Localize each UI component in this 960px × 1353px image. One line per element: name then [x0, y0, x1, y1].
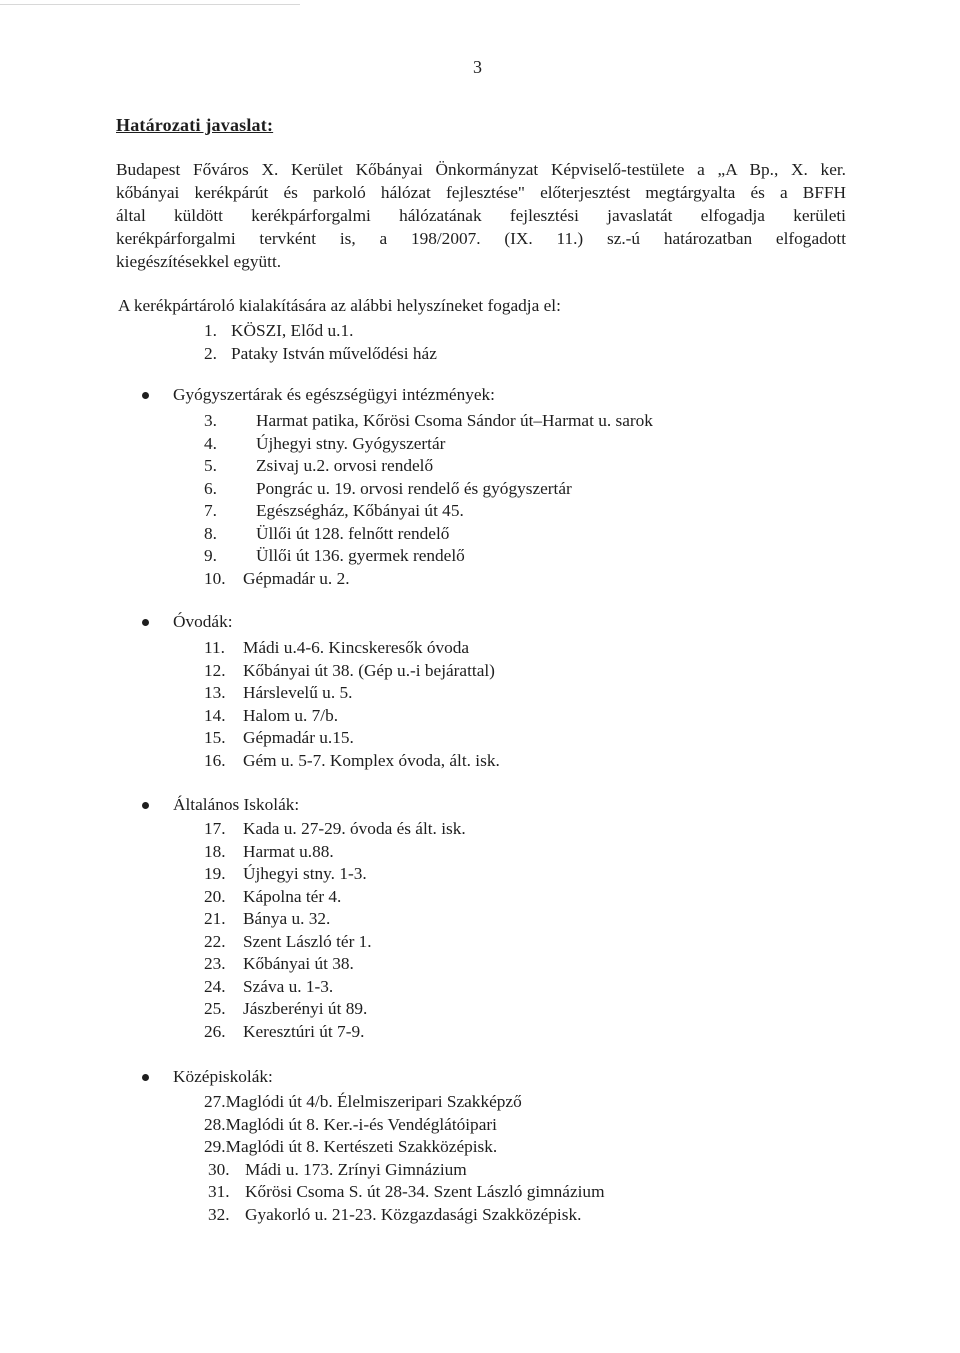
item-number: 12.: [204, 660, 226, 680]
section-title: Óvodák:: [173, 612, 233, 631]
item-text: Gém u. 5-7. Komplex óvoda, ált. isk.: [243, 750, 500, 770]
item-text: Halom u. 7/b.: [243, 705, 339, 725]
item-text: Újhegyi stny. Gyógyszertár: [256, 433, 446, 453]
item-text: Zsivaj u.2. orvosi rendelő: [256, 456, 434, 475]
item-text: Maglódi út 4/b. Élelmiszeripari Szakképző: [225, 1092, 522, 1111]
item-text: KÖSZI, Előd u.1.: [231, 321, 354, 340]
paragraph-line: Budapest Főváros X. Kerület Kőbányai Önkormányzat Képviselő-testülete a „A Bp., X. ker.: [116, 160, 846, 179]
item-number: 2.: [204, 343, 217, 363]
list-item: [204, 660, 500, 683]
item-number: 27.: [204, 1092, 226, 1111]
item-number: 32.: [208, 1204, 230, 1224]
list-item: [204, 998, 466, 1021]
general-locations-list: [204, 320, 437, 365]
item-number: 14.: [204, 705, 226, 725]
list-item: [204, 455, 653, 478]
item-number: 15.: [204, 728, 226, 747]
list-item: [204, 727, 500, 750]
paragraph-line: kerékpárforgalmi tervként is, a 198/2007. (IX. 11.) sz.-ú határozatban elfogadott: [116, 229, 846, 248]
item-text: Kőbányai út 38. (Gép u.-i bejárattal): [243, 660, 495, 680]
item-number: 29.: [204, 1137, 226, 1156]
item-text: Kőbányai út 38.: [243, 954, 354, 973]
list-item: [204, 705, 500, 728]
list-item: [204, 1114, 605, 1137]
section-heading-primary-schools: [142, 795, 299, 815]
list-item: [204, 410, 653, 433]
item-number: 3.: [204, 411, 217, 430]
item-number: 30.: [208, 1159, 230, 1179]
section-heading-health: [142, 385, 495, 405]
item-number: 21.: [204, 909, 226, 928]
list-item: [204, 841, 466, 864]
item-number: 18.: [204, 841, 226, 861]
primary-school-locations-list: [204, 818, 466, 1043]
section-title: Általános Iskolák:: [173, 795, 300, 814]
item-number: 22.: [204, 931, 226, 951]
list-item: [204, 568, 653, 591]
list-item: [204, 637, 500, 660]
item-number: 24.: [204, 976, 226, 996]
item-text: Harmat u.88.: [243, 841, 334, 861]
list-item: [204, 931, 466, 954]
list-item: [204, 1021, 466, 1044]
item-text: Kada u. 27-29. óvoda és ált. isk.: [243, 819, 466, 838]
item-number: 5.: [204, 456, 217, 475]
item-number: 1.: [204, 321, 217, 340]
item-text: Bánya u. 32.: [243, 909, 331, 928]
item-text: Újhegyi stny. 1-3.: [243, 864, 367, 883]
item-number: 23.: [204, 954, 226, 973]
health-locations-list: [204, 410, 653, 590]
list-item: [204, 343, 437, 366]
kindergarten-locations-list: [204, 637, 500, 772]
item-text: Pataky István művelődési ház: [231, 343, 437, 363]
list-item: [204, 682, 500, 705]
item-number: 11.: [204, 638, 225, 657]
list-item: [204, 863, 466, 886]
item-number: 4.: [204, 433, 217, 453]
item-text: Kápolna tér 4.: [243, 886, 342, 906]
section-heading-kindergartens: [142, 612, 233, 632]
item-number: 9.: [204, 546, 217, 565]
item-number: 31.: [208, 1182, 230, 1201]
item-text: Keresztúri út 7-9.: [243, 1021, 365, 1041]
resolution-paragraph: [116, 158, 846, 273]
bullet-icon: [142, 392, 149, 399]
item-number: 25.: [204, 999, 226, 1018]
list-item: [204, 500, 653, 523]
section-title: Középiskolák:: [173, 1067, 273, 1086]
item-number: 7.: [204, 501, 217, 520]
section-title: Gyógyszertárak és egészségügyi intézmények:: [173, 385, 495, 404]
page-title: Határozati javaslat:: [116, 115, 274, 135]
item-number: 19.: [204, 864, 226, 883]
list-item: [204, 886, 466, 909]
item-text: Kőrösi Csoma S. út 28-34. Szent László gimnázium: [245, 1182, 605, 1201]
paragraph-line: által küldött kerékpárforgalmi hálózatának fejlesztési javaslatát elfogadja kerületi: [116, 206, 846, 225]
item-text: Jászberényi út 89.: [243, 999, 368, 1018]
list-item: [204, 818, 466, 841]
item-text: Gépmadár u. 2.: [243, 568, 350, 588]
item-text: Gépmadár u.15.: [243, 728, 354, 747]
item-number: 8.: [204, 523, 217, 543]
item-number: 17.: [204, 819, 226, 838]
paragraph-line: kőbányai kerékpárút és parkoló hálózat fejlesztése" előterjesztést megtárgyalta és a BFFH: [116, 183, 846, 202]
item-text: Szent László tér 1.: [243, 931, 372, 951]
list-item: [204, 478, 653, 501]
item-text: Maglódi út 8. Ker.-i-és Vendéglátóipari: [225, 1114, 497, 1134]
list-item: [204, 1091, 605, 1114]
locations-intro: A kerékpártároló kialakítására az alábbi helyszíneket fogadja el:: [118, 296, 561, 315]
list-item: [204, 1181, 605, 1204]
list-item: [204, 320, 437, 343]
list-item: [204, 1136, 605, 1159]
paragraph-line: kiegészítésekkel együtt.: [116, 252, 282, 271]
item-number: 13.: [204, 683, 226, 702]
secondary-school-locations-list: [204, 1091, 605, 1226]
bullet-icon: [142, 619, 149, 626]
item-number: 10.: [204, 568, 226, 588]
item-number: 6.: [204, 478, 217, 498]
list-item: [204, 433, 653, 456]
item-text: Gyakorló u. 21-23. Közgazdasági Szakközépisk.: [245, 1204, 582, 1224]
page-number: 3: [473, 57, 482, 77]
section-heading-secondary-schools: [142, 1067, 273, 1087]
bullet-icon: [142, 1074, 149, 1081]
scan-edge-line: [0, 4, 300, 5]
list-item: [204, 976, 466, 999]
item-text: Száva u. 1-3.: [243, 976, 334, 996]
item-number: 26.: [204, 1021, 226, 1041]
item-text: Üllői út 136. gyermek rendelő: [256, 546, 465, 565]
item-text: Pongrác u. 19. orvosi rendelő és gyógyszertár: [256, 478, 572, 498]
item-text: Harmat patika, Kőrösi Csoma Sándor út–Harmat u. sarok: [256, 411, 653, 430]
list-item: [204, 545, 653, 568]
list-item: [204, 908, 466, 931]
item-number: 16.: [204, 750, 226, 770]
list-item: [204, 953, 466, 976]
item-text: Mádi u.4-6. Kincskeresők óvoda: [243, 638, 470, 657]
item-number: 28.: [204, 1114, 226, 1134]
item-text: Üllői út 128. felnőtt rendelő: [256, 523, 450, 543]
item-text: Mádi u. 173. Zrínyi Gimnázium: [245, 1159, 467, 1179]
list-item: [204, 1159, 605, 1182]
bullet-icon: [142, 802, 149, 809]
item-text: Hárslevelű u. 5.: [243, 683, 353, 702]
item-text: Egészségház, Kőbányai út 45.: [256, 501, 464, 520]
list-item: [204, 523, 653, 546]
item-number: 20.: [204, 886, 226, 906]
list-item: [204, 1204, 605, 1227]
list-item: [204, 750, 500, 773]
item-text: Maglódi út 8. Kertészeti Szakközépisk.: [225, 1137, 498, 1156]
